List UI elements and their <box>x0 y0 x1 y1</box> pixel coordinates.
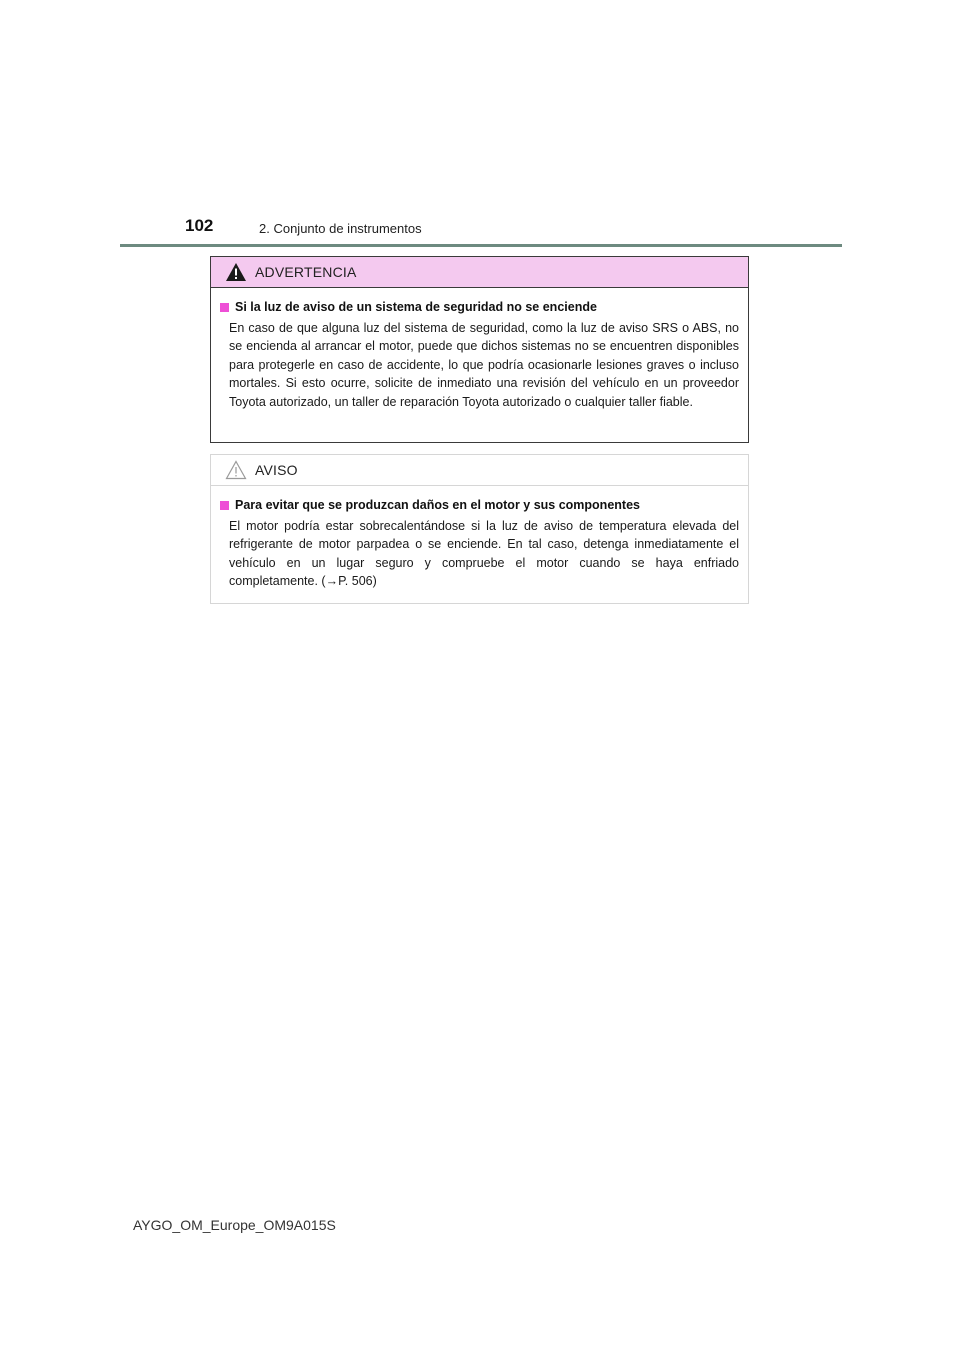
notice-label: AVISO <box>255 462 298 478</box>
warning-triangle-filled-icon <box>225 262 247 282</box>
header-divider <box>120 244 842 247</box>
warning-body <box>211 288 748 411</box>
warning-item-heading-text: Si la luz de aviso de un sistema de seguridad no se enciende <box>235 300 597 314</box>
notice-box-header <box>211 455 748 486</box>
document-code: AYGO_OM_Europe_OM9A015S <box>133 1217 336 1233</box>
square-bullet-icon <box>220 303 229 312</box>
section-title: 2. Conjunto de instrumentos <box>259 221 422 236</box>
notice-body <box>211 486 748 591</box>
warning-box-header <box>211 257 748 288</box>
warning-box <box>210 256 749 443</box>
notice-item-heading <box>220 498 739 512</box>
notice-item-text: El motor podría estar sobrecalentándose si la luz de aviso de temperatura elevada del refrigerante de motor parpadea o se enciende. En tal caso, detenga inmediatamente el vehículo en un lugar seguro y compruebe el motor cuando se haya enfriado completamente. (→P. 506) <box>229 519 739 589</box>
notice-box <box>210 454 749 604</box>
warning-label: ADVERTENCIA <box>255 264 357 280</box>
page-number: 102 <box>185 216 214 235</box>
warning-item-heading <box>220 300 739 314</box>
warning-triangle-outline-icon <box>225 460 247 480</box>
warning-item-text: En caso de que alguna luz del sistema de seguridad, como la luz de aviso SRS o ABS, no se encienda al arrancar el motor, puede que dichos sistemas no se encuentren disponibles para protegerle en caso de accidente, lo que podría ocasionarle lesiones graves o incluso mortales. Si esto ocurre, solicite de inmediato una revisión del vehículo en un proveedor Toyota autorizado, un taller de reparación Toyota autorizado o cualquier taller fiable. <box>229 321 739 409</box>
notice-item-heading-text: Para evitar que se produzcan daños en el motor y sus componentes <box>235 498 640 512</box>
square-bullet-icon <box>220 501 229 510</box>
